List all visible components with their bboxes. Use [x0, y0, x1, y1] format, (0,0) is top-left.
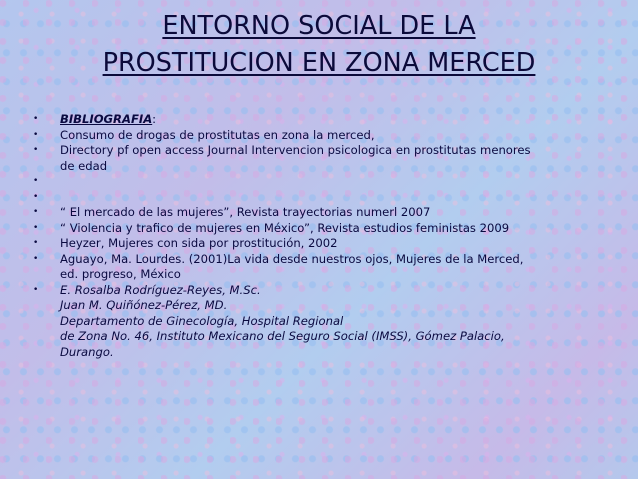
- bibliografia-heading: BIBLIOGRAFIA: [60, 112, 153, 126]
- bullet: •: [33, 284, 39, 295]
- author-line: Juan M. Quiñónez-Pérez, MD.: [60, 298, 228, 312]
- bibliography-list: [33, 112, 603, 360]
- list-item: [33, 252, 603, 283]
- affiliation-line: Departamento de Ginecología, Hospital Regional: [60, 313, 344, 328]
- title-line-1: ENTORNO SOCIAL DE LA: [162, 11, 476, 41]
- list-item-bibliografia: [33, 112, 603, 128]
- bullet: •: [33, 145, 39, 155]
- list-item-empty: [33, 190, 603, 206]
- title-line-2: PROSTITUCION EN ZONA MERCED: [102, 48, 536, 78]
- affiliation-line: Durango.: [60, 344, 114, 359]
- list-item: [33, 143, 603, 174]
- reference-text-cont: ed. progreso, México: [60, 267, 181, 281]
- list-item: [33, 221, 603, 237]
- list-item: [33, 128, 603, 144]
- reference-text: [60, 174, 603, 190]
- list-item: [33, 236, 603, 252]
- list-item-authors: [33, 283, 603, 361]
- list-item-empty: [33, 174, 603, 190]
- bullet: •: [33, 176, 39, 186]
- bullet: •: [33, 191, 39, 202]
- reference-text: Aguayo, Ma. Lourdes. (2001)La vida desde nuestros ojos, Mujeres de la Merced,: [60, 251, 524, 266]
- reference-text: [60, 190, 603, 206]
- bullet: •: [33, 207, 39, 217]
- reference-text: “ El mercado de las mujeres”, Revista trayectorias numerl 2007: [60, 205, 431, 219]
- reference-text: Directory pf open access Journal Intervencion psicologica en prostitutas menores: [60, 143, 531, 157]
- slide-title: [40, 8, 598, 82]
- heading-suffix: :: [152, 112, 157, 126]
- reference-text: “ Violencia y trafico de mujeres en México”, Revista estudios feministas 2009: [60, 220, 510, 235]
- reference-text: Heyzer, Mujeres con sida por prostitución, 2002: [60, 236, 338, 250]
- bullet: •: [33, 253, 39, 264]
- bullet: •: [33, 222, 39, 233]
- reference-text: Consumo de drogas de prostitutas en zona la merced,: [60, 127, 375, 142]
- reference-text-cont: de edad: [60, 158, 108, 173]
- bullet: •: [33, 114, 39, 124]
- bullet: •: [33, 238, 39, 248]
- list-item: [33, 205, 603, 221]
- bullet: •: [33, 129, 39, 140]
- affiliation-line: de Zona No. 46, Instituto Mexicano del Seguro Social (IMSS), Gómez Palacio,: [60, 329, 505, 343]
- author-line: E. Rosalba Rodríguez-Reyes, M.Sc.: [60, 282, 261, 297]
